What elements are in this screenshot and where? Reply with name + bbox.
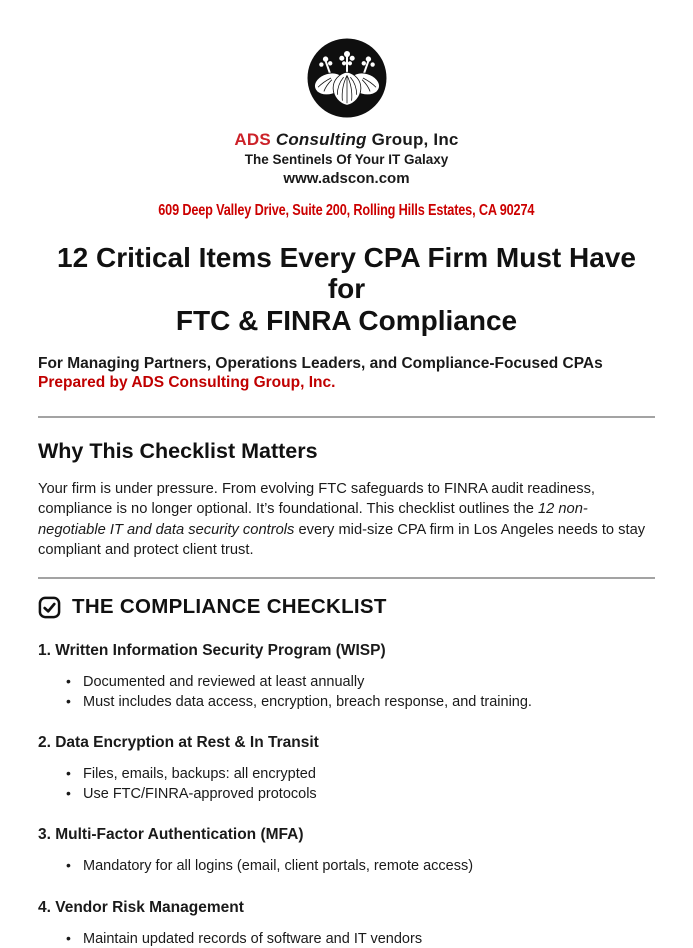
checklist-item-title: 2. Data Encryption at Rest & In Transit xyxy=(38,734,319,752)
divider-middle xyxy=(38,577,655,579)
checklist-item-title: 1. Written Information Security Program (WISP) xyxy=(38,642,386,660)
document-title-line2: FTC & FINRA Compliance xyxy=(175,304,518,336)
company-name xyxy=(38,130,655,150)
document-title xyxy=(38,242,655,336)
bullet-point: • Maintain updated records of software and IT vendors xyxy=(66,930,655,948)
why-section-heading: Why This Checklist Matters xyxy=(38,439,318,464)
checklist-item-title: 4. Vendor Risk Management xyxy=(38,898,244,916)
company-name-ads: ADS xyxy=(234,130,271,149)
bullet-point: • Mandatory for all logins (email, client portals, remote access) xyxy=(66,857,655,876)
why-paragraph-tail: every mid-size CPA firm in Los Angeles needs to stay compliant and protect client trust. xyxy=(38,521,646,558)
checklist-item-title: 3. Multi-Factor Authentication (MFA) xyxy=(38,826,304,844)
bullet-point: • Files, emails, backups: all encrypted xyxy=(66,765,655,784)
prepared-by-line: Prepared by ADS Consulting Group, Inc. xyxy=(38,374,336,392)
checklist-item-bullets xyxy=(38,857,655,876)
checklist-item-3 xyxy=(38,826,655,876)
why-paragraph-lead: Your firm is under pressure. From evolving FTC safeguards to FINRA audit readiness, compliance is no longer optional. It’s foundational. This checklist outlines the xyxy=(38,481,595,518)
checklist-item-bullets xyxy=(38,765,655,803)
document-title-line1: 12 Critical Items Every CPA Firm Must Have for xyxy=(57,242,636,305)
company-website: www.adscon.com xyxy=(283,170,410,187)
checklist-section-header xyxy=(38,595,655,619)
checklist-item-bullets xyxy=(38,930,655,948)
company-address-row xyxy=(38,202,655,220)
why-section-paragraph xyxy=(38,479,655,560)
checklist-item-bullets xyxy=(38,673,655,711)
checklist-section-title: THE COMPLIANCE CHECKLIST xyxy=(72,595,387,619)
bullet-point: • Documented and reviewed at least annually xyxy=(66,673,655,692)
audience-line: For Managing Partners, Operations Leaders, and Compliance-Focused CPAs xyxy=(38,355,603,373)
checklist-item-1 xyxy=(38,642,655,711)
checkbox-checked-icon xyxy=(38,596,61,619)
company-tagline: The Sentinels Of Your IT Galaxy xyxy=(244,152,449,167)
why-paragraph-italic: 12 non-negotiable IT and data security controls xyxy=(38,501,588,538)
company-header xyxy=(38,36,655,220)
company-address: 609 Deep Valley Drive, Suite 200, Rolling Hills Estates, CA 90274 xyxy=(158,202,535,219)
company-name-group: Group, Inc xyxy=(371,130,459,149)
bullet-point: • Must includes data access, encryption, breach response, and training. xyxy=(66,693,655,712)
checklist-item-4 xyxy=(38,899,655,948)
bullet-point: • Use FTC/FINRA-approved protocols xyxy=(66,785,655,804)
divider-top xyxy=(38,416,655,418)
company-name-consulting: Consulting xyxy=(275,130,367,149)
paulownia-crest-logo-icon xyxy=(305,36,389,120)
checklist-item-2 xyxy=(38,734,655,803)
